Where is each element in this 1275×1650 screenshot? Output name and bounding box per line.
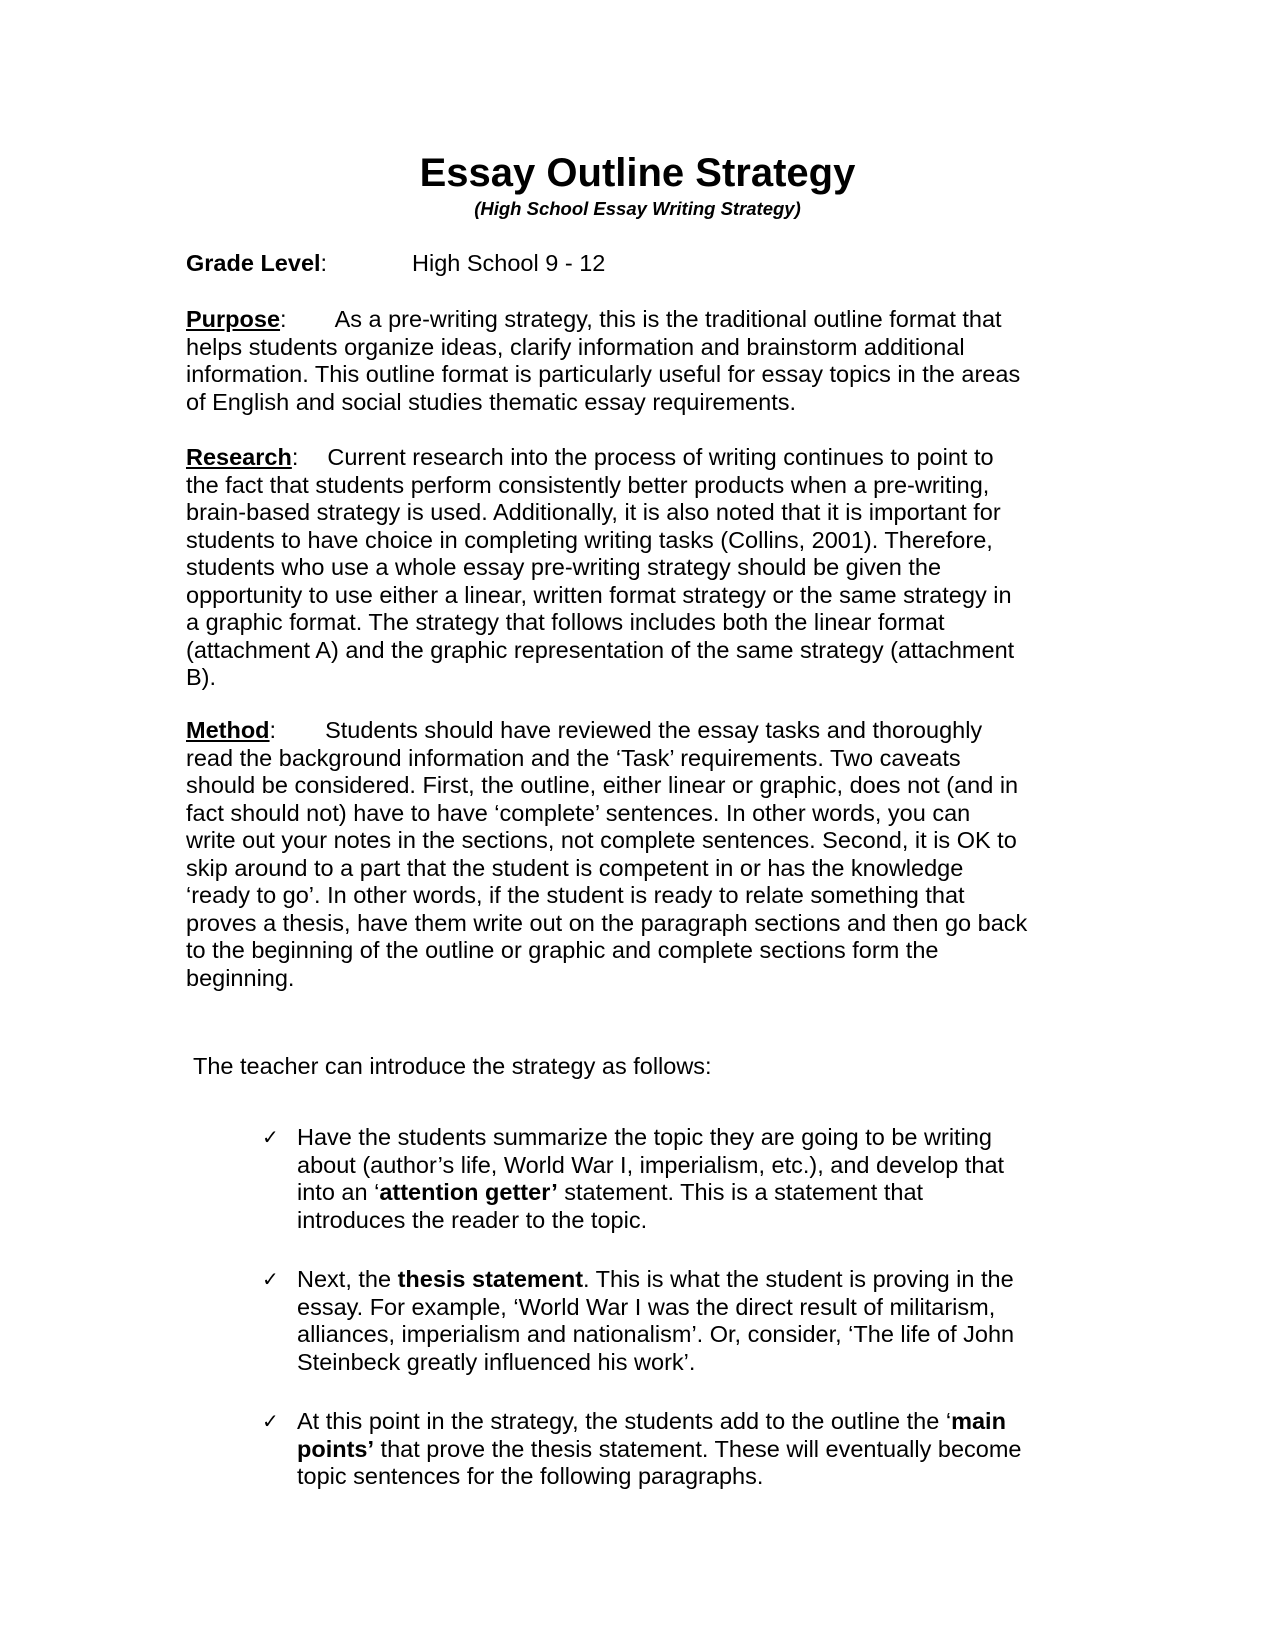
grade-level-row (186, 250, 1086, 278)
text-run: statement. This is a statement that (557, 1179, 924, 1205)
list-item-line: about (author’s life, World War I, imperialism, etc.), and develop that (297, 1151, 1005, 1178)
method-line: ‘ready to go’. In other words, if the student is ready to relate something that (186, 882, 965, 908)
page-title: Essay Outline Strategy (419, 151, 856, 195)
checkmark-icon: ✓ (262, 1409, 279, 1433)
list-item-line: Have the students summarize the topic they are going to be writing (297, 1124, 992, 1150)
method-line: write out your notes in the sections, not complete sentences. Second, it is OK to (186, 827, 1017, 853)
research-section (186, 444, 1086, 692)
list-item-line (297, 1266, 1087, 1294)
research-colon: : (291, 444, 299, 470)
purpose-heading: Purpose (186, 306, 281, 332)
method-line: beginning. (186, 964, 295, 991)
research-line (186, 444, 1086, 472)
grade-level-value: High School 9 - 12 (412, 250, 606, 276)
checkmark-icon: ✓ (262, 1125, 279, 1149)
method-line: fact should not) have to have ‘complete’ sentences. In other words, you can (186, 799, 971, 826)
research-heading: Research (186, 444, 292, 470)
method-line: skip around to a part that the student is competent in or has the knowledge (186, 854, 964, 881)
method-line: read the background information and the ‘Task’ requirements. Two caveats (186, 744, 961, 771)
grade-level-colon: : (320, 250, 328, 276)
page-subtitle: (High School Essay Writing Strategy) (474, 198, 801, 219)
method-text: Students should have reviewed the essay tasks and thoroughly (325, 717, 983, 743)
list-item-text (297, 1408, 1087, 1491)
purpose-line (186, 306, 1086, 334)
purpose-text: As a pre-writing strategy, this is the traditional outline format that (334, 306, 1002, 332)
purpose-section (186, 306, 1086, 416)
list-item-line (297, 1408, 1087, 1436)
list-item-line: topic sentences for the following paragraphs. (297, 1463, 764, 1489)
method-line: should be considered. First, the outline, either linear or graphic, does not (and in (186, 772, 1019, 798)
list-item-text (297, 1124, 1087, 1234)
list-item-line (297, 1436, 1087, 1464)
text-run: that prove the thesis statement. These will eventually become (374, 1435, 1022, 1462)
checkmark-icon: ✓ (262, 1267, 279, 1291)
method-line: to the beginning of the outline or graphic and complete sections form the (186, 937, 939, 963)
research-line: B). (186, 664, 217, 690)
bold-term: attention getter’ (379, 1179, 558, 1205)
strategy-intro: The teacher can introduce the strategy as follows: (193, 1053, 712, 1079)
text-run: into an ‘ (297, 1179, 380, 1205)
purpose-line: information. This outline format is particularly useful for essay topics in the areas (186, 361, 1021, 387)
method-colon: : (269, 717, 277, 743)
method-line (186, 717, 1086, 745)
bold-term: points’ (297, 1435, 375, 1462)
research-line: brain-based strategy is used. Additionally, it is also noted that it is important for (186, 499, 1001, 525)
research-line: students to have choice in completing writing tasks (Collins, 2001). Therefore, (186, 526, 993, 553)
research-line: a graphic format. The strategy that follows includes both the linear format (186, 609, 945, 635)
list-item-line: alliances, imperialism and nationalism’. Or, consider, ‘The life of John (297, 1321, 1015, 1347)
text-run: Next, the (297, 1266, 398, 1292)
purpose-line: of English and social studies thematic essay requirements. (186, 388, 797, 415)
method-section (186, 717, 1086, 992)
text-run: At this point in the strategy, the students add to the outline the ‘ (297, 1408, 952, 1434)
list-item-text (297, 1266, 1087, 1376)
grade-level-label: Grade Level (186, 250, 321, 276)
research-line: (attachment A) and the graphic representation of the same strategy (attachment (186, 636, 1015, 663)
list-item-line: Steinbeck greatly influenced his work’. (297, 1348, 696, 1375)
list-item-line (297, 1179, 1087, 1207)
method-heading: Method (186, 717, 270, 743)
bold-term: main (951, 1408, 1006, 1434)
research-line: students who use a whole essay pre-writing strategy should be given the (186, 554, 942, 580)
research-line: the fact that students perform consistently better products when a pre-writing, (186, 471, 990, 498)
text-run: . This is what the student is proving in the (583, 1266, 1014, 1292)
purpose-colon: : (280, 306, 287, 332)
method-line: proves a thesis, have them write out on the paragraph sections and then go back (186, 909, 1028, 936)
bold-term: thesis statement (397, 1266, 584, 1292)
research-text: Current research into the process of writing continues to point to (327, 444, 994, 470)
list-item-line: introduces the reader to the topic. (297, 1206, 648, 1233)
list-item-line: essay. For example, ‘World War I was the direct result of militarism, (297, 1293, 996, 1320)
research-line: opportunity to use either a linear, written format strategy or the same strategy in (186, 581, 1012, 608)
purpose-line: helps students organize ideas, clarify information and brainstorm additional (186, 333, 965, 360)
